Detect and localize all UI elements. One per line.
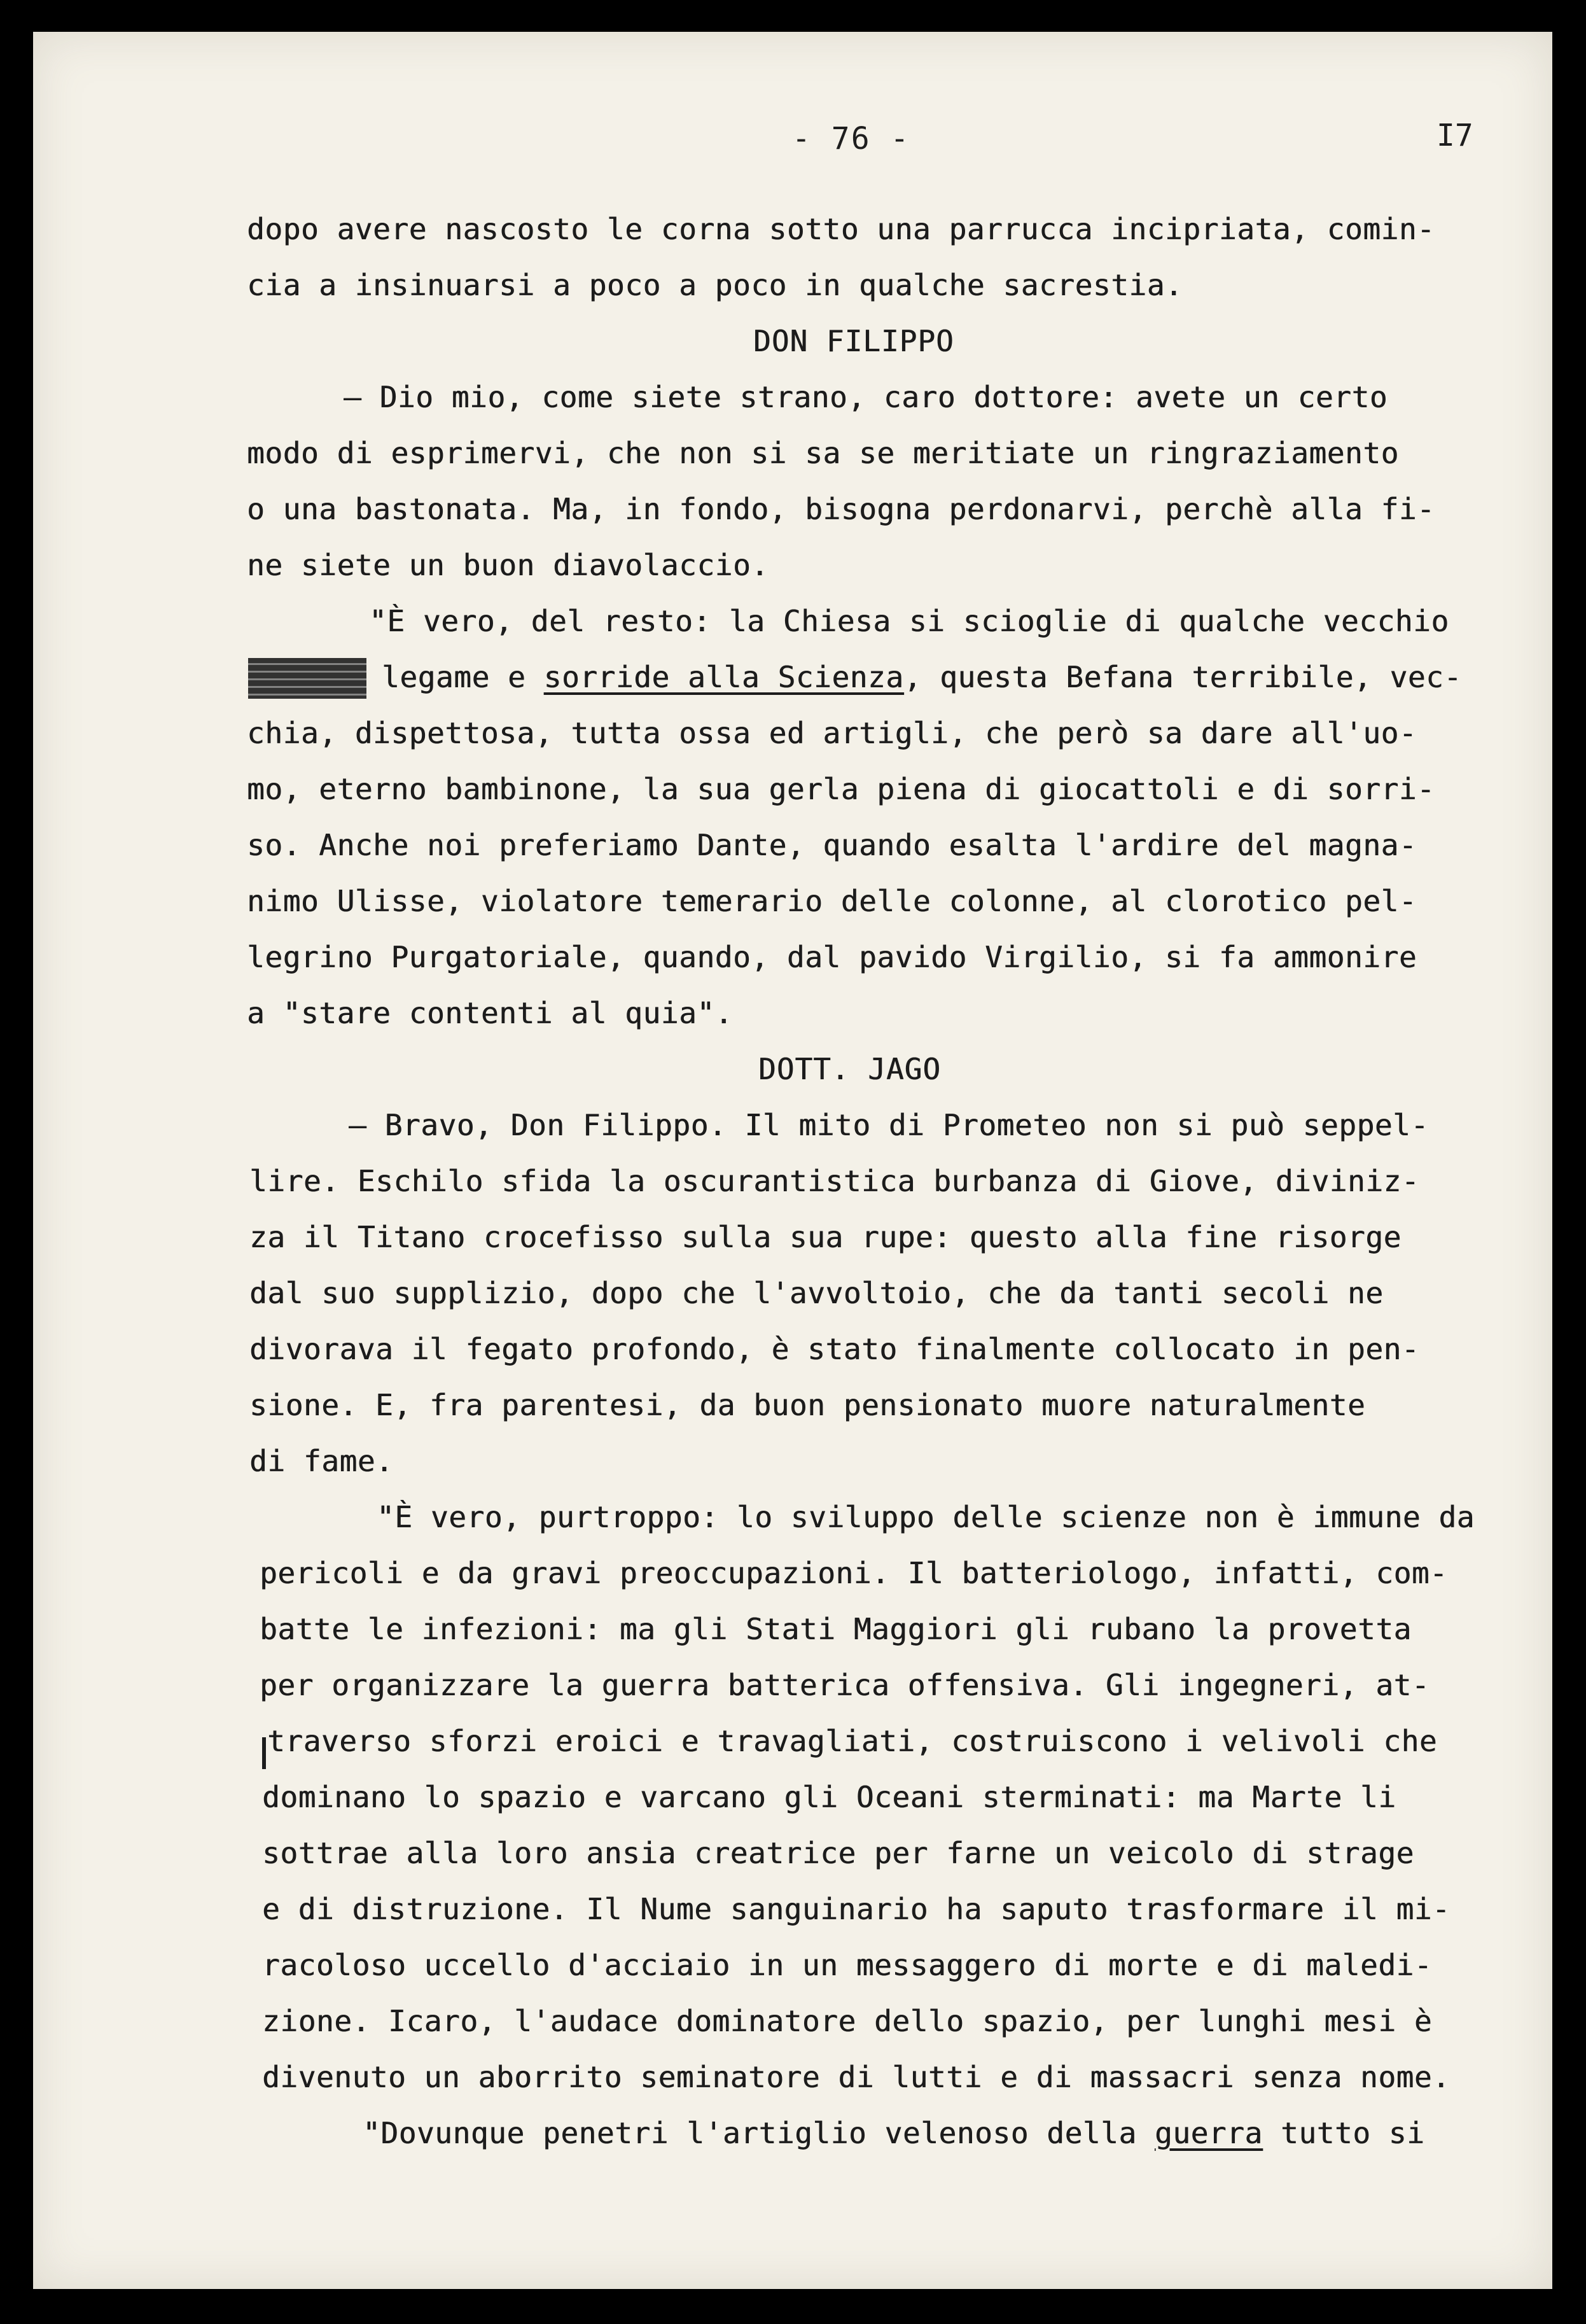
text-line: zione. Icaro, l'audace dominatore dello spazio, per lunghi mesi è xyxy=(262,2004,1433,2038)
text-line: so. Anche noi preferiamo Dante, quando esalta l'ardire del magna- xyxy=(247,828,1417,862)
text-line: batte le infezioni: ma gli Stati Maggiori gli rubano la provetta xyxy=(260,1612,1412,1646)
text-line: — Dio mio, come siete strano, caro dottore: avete un certo xyxy=(344,380,1388,414)
text-line: chia, dispettosa, tutta ossa ed artigli, che però sa dare all'uo- xyxy=(247,716,1417,750)
text-line: e di distruzione. Il Nume sanguinario ha saputo trasformare il mi- xyxy=(262,1892,1450,1926)
text-fragment: legame e xyxy=(382,660,526,694)
text-line: lire. Eschilo sfida la oscurantistica burbanza di Giove, diviniz- xyxy=(249,1164,1420,1198)
typewriter-correction-mark xyxy=(262,1737,266,1769)
text-line: di fame. xyxy=(249,1444,394,1478)
text-fragment: "Dovunque penetri l'artiglio velenoso della xyxy=(363,2116,1137,2150)
text-line: o una bastonata. Ma, in fondo, bisogna perdonarvi, perchè alla fi- xyxy=(247,492,1435,526)
text-line: cia a insinuarsi a poco a poco in qualche sacrestia. xyxy=(247,268,1183,302)
text-line: mo, eterno bambinone, la sua gerla piena di giocattoli e di sorri- xyxy=(247,772,1435,806)
underlined-word: guerra xyxy=(1154,2116,1263,2150)
text-line: per organizzare la guerra batterica offensiva. Gli ingegneri, at- xyxy=(260,1668,1430,1702)
text-line: nimo Ulisse, violatore temerario delle colonne, al clorotico pel- xyxy=(247,884,1417,918)
text-line: sottrae alla loro ansia creatrice per farne un veicolo di strage xyxy=(262,1836,1414,1870)
text-fragment: tutto si xyxy=(1281,2116,1425,2150)
underlined-phrase: sorride alla Scienza xyxy=(543,660,904,694)
text-line: "È vero, purtroppo: lo sviluppo delle scienze non è immune da xyxy=(377,1500,1475,1534)
speaker-heading: DON FILIPPO xyxy=(753,324,954,358)
sheet-number: I7 xyxy=(1436,118,1473,153)
text-line: divenuto un aborrito seminatore di lutti e di massacri senza nome. xyxy=(262,2060,1450,2094)
page-number: - 76 - xyxy=(792,121,910,157)
text-line: ne siete un buon diavolaccio. xyxy=(247,548,769,582)
text-line: racoloso uccello d'acciaio in un messaggero di morte e di maledi- xyxy=(262,1948,1433,1982)
text-line: legrino Purgatoriale, quando, dal pavido Virgilio, si fa ammonire xyxy=(247,940,1417,974)
text-line: za il Titano crocefisso sulla sua rupe: questo alla fine risorge xyxy=(249,1220,1402,1254)
text-line: sione. E, fra parentesi, da buon pensionato muore naturalmente xyxy=(249,1388,1366,1422)
text-line: dominano lo spazio e varcano gli Oceani sterminati: ma Marte li xyxy=(262,1780,1396,1814)
text-line: dal suo supplizio, dopo che l'avvoltoio, che da tanti secoli ne xyxy=(249,1276,1384,1310)
speaker-heading: DOTT. JAGO xyxy=(758,1052,941,1086)
text-line: modo di esprimervi, che non si sa se meritiate un ringraziamento xyxy=(247,436,1399,470)
text-line xyxy=(382,659,1462,695)
text-line: "È vero, del resto: la Chiesa si scioglie di qualche vecchio xyxy=(369,604,1449,638)
text-line: — Bravo, Don Filippo. Il mito di Prometeo non si può seppel- xyxy=(349,1108,1429,1142)
text-line: a "stare contenti al quia". xyxy=(247,996,733,1030)
text-line: dopo avere nascosto le corna sotto una parrucca incipriata, comin- xyxy=(247,212,1435,246)
text-fragment: , questa Befana terribile, vec- xyxy=(903,660,1462,694)
text-line: pericoli e da gravi preoccupazioni. Il batteriologo, infatti, com- xyxy=(260,1556,1448,1590)
struck-out-word xyxy=(248,658,366,699)
text-line: divorava il fegato profondo, è stato finalmente collocato in pen- xyxy=(249,1332,1420,1366)
text-line: traverso sforzi eroici e travagliati, costruiscono i velivoli che xyxy=(267,1724,1438,1758)
text-line xyxy=(363,2115,1424,2151)
